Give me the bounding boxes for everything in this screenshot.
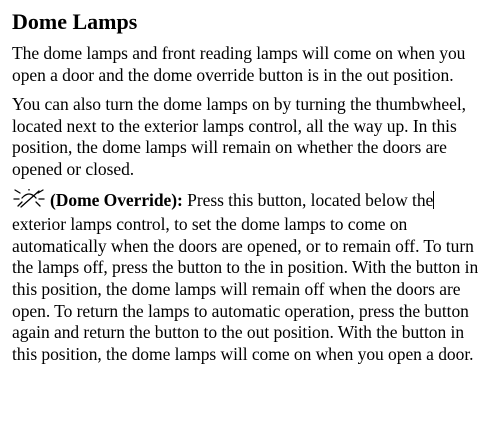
section-heading: Dome Lamps (12, 9, 138, 34)
paragraph-dome-override (12, 189, 482, 366)
paragraph-dome-lamps-intro: The dome lamps and front reading lamps will come on when you open a door and the dome override button is in the out position. (12, 43, 466, 85)
dome-override-label: (Dome Override): (50, 189, 183, 210)
paragraph-thumbwheel: You can also turn the dome lamps on by turning the thumbwheel, located next to the exterior lamps control, all the way up. In this position, the dome lamps will remain on whether the doors are opened or closed. (12, 94, 466, 179)
dome-lamp-icon (12, 189, 46, 215)
document-page (10, 0, 482, 373)
text-caret (433, 191, 434, 209)
dome-override-text-1: Press this button, located below the (182, 189, 434, 210)
dome-override-text-2: exterior lamps control, to set the dome lamps to come on automatically when the doors are opened, or to remain off. To turn the lamps off, press the button to the in position. With the button in this position, the dome lamps will remain off when the doors are open. To return the lamps to automatic operation, press the button again and return the button to the out position. With the button in this position, the dome lamps will come on when you open a door. (12, 214, 479, 364)
